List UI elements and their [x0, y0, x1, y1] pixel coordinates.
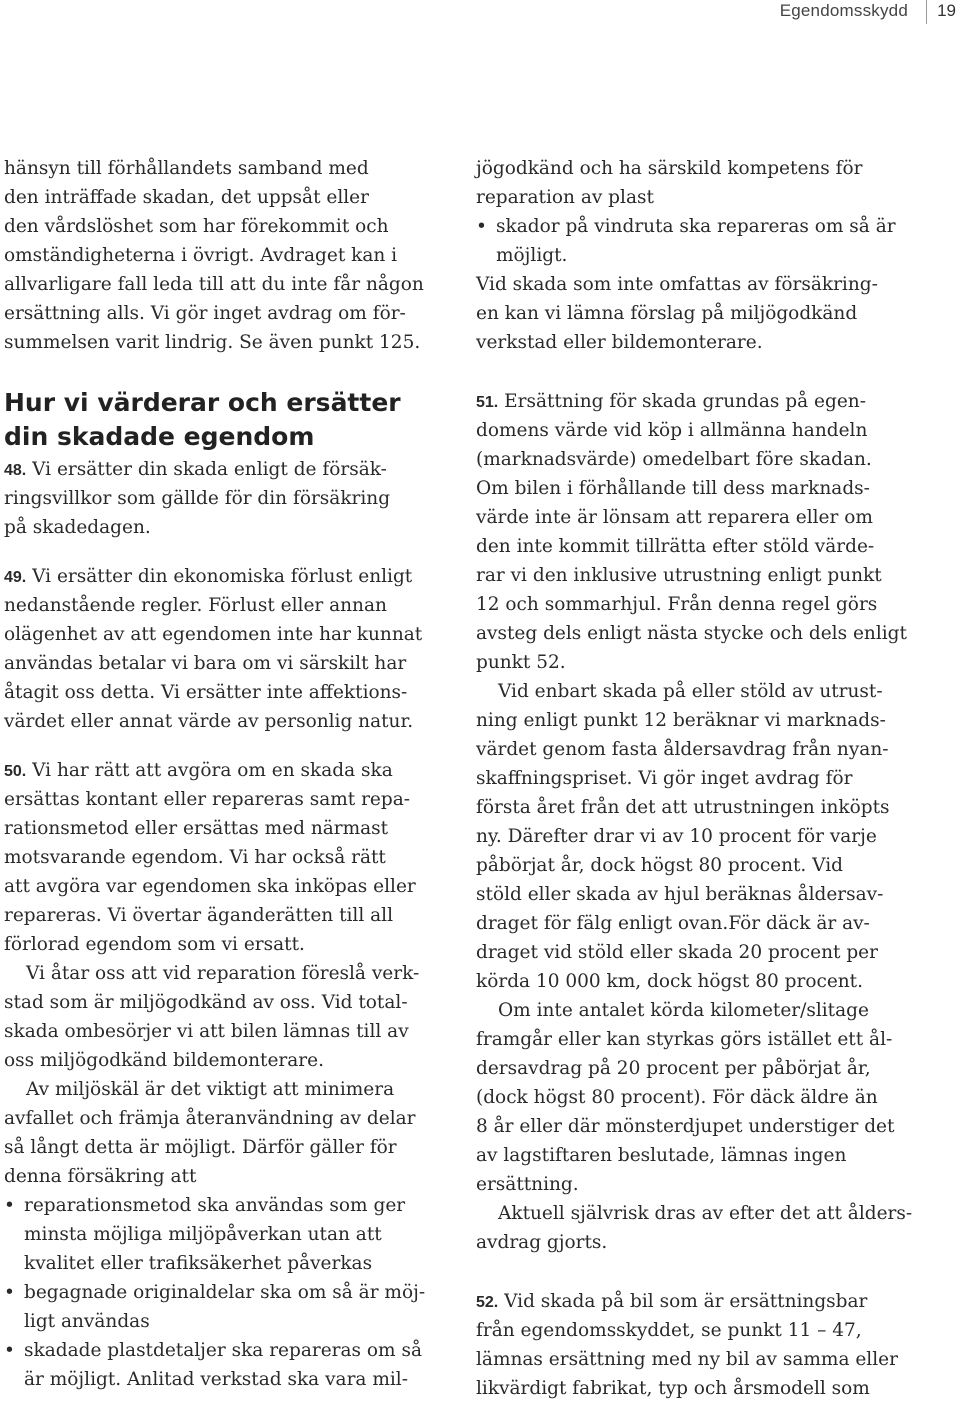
left-column — [4, 154, 444, 1394]
body-line: nedanstående regler. Förlust eller annan — [4, 595, 387, 616]
spacer — [4, 736, 444, 756]
paragraph-51-first-line — [476, 387, 926, 416]
body-line: Vi åtar oss att vid reparation föreslå verk- — [26, 963, 420, 984]
bullet-item: • skador på vindruta ska repareras om så är — [476, 212, 926, 241]
paragraph-50-first-line — [4, 756, 444, 785]
bullet-continuation: är möjligt. Anlitad verkstad ska vara mil- — [24, 1369, 408, 1390]
body-line: första året från det att utrustningen inköpts — [476, 797, 890, 818]
header-divider — [926, 0, 927, 24]
bullet-continuation: ligt användas — [24, 1311, 150, 1332]
body-line: stöld eller skada av hjul beräknas åldersav- — [476, 884, 884, 905]
body-line: verkstad eller bildemonterare. — [476, 332, 763, 353]
page-number: 19 — [937, 1, 956, 20]
body-line: (marknadsvärde) omedelbart före skadan. — [476, 449, 872, 470]
paragraph-number: 48. — [4, 462, 27, 479]
body-line: värdet genom fasta åldersavdrag från nyan- — [476, 739, 889, 760]
body-line: värde inte är lönsam att reparera eller om — [476, 507, 873, 528]
body-line: ersättning alls. Vi gör inget avdrag om för- — [4, 303, 406, 324]
bullet-continuation: kvalitet eller trafiksäkerhet påverkas — [24, 1253, 373, 1274]
body-line: omständigheterna i övrigt. Avdraget kan i — [4, 245, 398, 266]
body-line: en kan vi lämna förslag på miljögodkänd — [476, 303, 858, 324]
paragraph-number: 51. — [476, 394, 499, 411]
body-line: oss miljögodkänd bildemonterare. — [4, 1050, 324, 1071]
bullet-item: • skadade plastdetaljer ska repareras om så — [4, 1336, 444, 1365]
page-header — [0, 0, 960, 30]
body-line: Av miljöskäl är det viktigt att minimera — [26, 1079, 395, 1100]
body-line: (dock högst 80 procent). För däck äldre än — [476, 1087, 878, 1108]
paragraph-text: Vi har rätt att avgöra om en skada ska — [26, 760, 393, 781]
body-line: allvarligare fall leda till att du inte får någon — [4, 274, 424, 295]
body-line: domens värde vid köp i allmänna handeln — [476, 420, 868, 441]
body-line: jögodkänd och ha särskild kompetens för — [476, 158, 863, 179]
body-line: punkt 52. — [476, 652, 566, 673]
paragraph-text: Vi ersätter din skada enligt de försäk- — [26, 459, 387, 480]
body-line: åtagit oss detta. Vi ersätter inte affektions- — [4, 682, 408, 703]
spacer — [4, 357, 444, 387]
bullet-continuation: minsta möjliga miljöpåverkan utan att — [24, 1224, 382, 1245]
body-line: ny. Därefter drar vi av 10 procent för varje — [476, 826, 877, 847]
body-line: Vid skada som inte omfattas av försäkring- — [476, 274, 878, 295]
body-line: ning enligt punkt 12 beräknar vi marknads- — [476, 710, 886, 731]
body-line: lämnas ersättning med ny bil av samma eller — [476, 1349, 898, 1370]
bullet-item: • reparationsmetod ska användas som ger — [4, 1191, 444, 1220]
body-line: körda 10 000 km, dock högst 80 procent. — [476, 971, 863, 992]
paragraph-49-first-line — [4, 562, 444, 591]
right-column — [476, 154, 926, 1403]
bullet-item: • begagnade originaldelar ska om så är möj- — [4, 1278, 444, 1307]
body-line: Om inte antalet körda kilometer/slitage — [498, 1000, 869, 1021]
paragraph-number: 52. — [476, 1294, 499, 1311]
body-line: den vårdslöshet som har förekommit och — [4, 216, 389, 237]
paragraph-number: 49. — [4, 569, 27, 586]
body-line: repareras. Vi övertar äganderätten till all — [4, 905, 394, 926]
paragraph-48-first-line — [4, 455, 444, 484]
paragraph-text: Vid skada på bil som är ersättningsbar — [498, 1291, 868, 1312]
body-line: summelsen varit lindrig. Se även punkt 125. — [4, 332, 421, 353]
body-line: ringsvillkor som gällde för din försäkring — [4, 488, 391, 509]
body-line: draget för fälg enligt ovan.För däck är av- — [476, 913, 870, 934]
body-line: 12 och sommarhjul. Från denna regel görs — [476, 594, 878, 615]
paragraph-text: Vi ersätter din ekonomiska förlust enligt — [26, 566, 413, 587]
body-line: av lagstiftaren beslutade, lämnas ingen — [476, 1145, 847, 1166]
body-line: ersättas kontant eller repareras samt repa- — [4, 789, 410, 810]
body-line: draget vid stöld eller skada 20 procent per — [476, 942, 878, 963]
body-line: reparation av plast — [476, 187, 654, 208]
body-line: användas betalar vi bara om vi särskilt har — [4, 653, 407, 674]
body-line: ersättning. — [476, 1174, 579, 1195]
body-line: olägenhet av att egendomen inte har kunnat — [4, 624, 423, 645]
body-line: skada ombesörjer vi att bilen lämnas till av — [4, 1021, 409, 1042]
body-line: stad som är miljögodkänd av oss. Vid total- — [4, 992, 408, 1013]
body-line: förlorad egendom som vi ersatt. — [4, 934, 305, 955]
spacer — [476, 357, 926, 387]
spacer — [476, 1257, 926, 1287]
paragraph-number: 50. — [4, 763, 27, 780]
body-line: motsvarande egendom. Vi har också rätt — [4, 847, 386, 868]
body-line: avsteg dels enligt nästa stycke och dels enligt — [476, 623, 907, 644]
body-line: 8 år eller där mönsterdjupet understiger det — [476, 1116, 895, 1137]
body-line: Om bilen i förhållande till dess marknads- — [476, 478, 870, 499]
bullet-continuation: möjligt. — [496, 245, 568, 266]
body-line: denna försäkring att — [4, 1166, 197, 1187]
body-line: dersavdrag på 20 procent per påbörjat år, — [476, 1058, 871, 1079]
paragraph-text: Ersättning för skada grundas på egen- — [498, 391, 866, 412]
body-line: framgår eller kan styrkas görs istället ett ål- — [476, 1029, 893, 1050]
section-heading: din skadade egendom — [4, 422, 315, 451]
section-title: Egendomsskydd — [779, 1, 908, 20]
body-line: påbörjat år, dock högst 80 procent. Vid — [476, 855, 843, 876]
body-line: på skadedagen. — [4, 517, 151, 538]
body-line: avfallet och främja återanvändning av delar — [4, 1108, 416, 1129]
body-line: hänsyn till förhållandets samband med — [4, 158, 369, 179]
body-line: från egendomsskyddet, se punkt 11 – 47, — [476, 1320, 862, 1341]
body-line: så långt detta är möjligt. Därför gäller för — [4, 1137, 397, 1158]
body-line: den inträffade skadan, det uppsåt eller — [4, 187, 369, 208]
body-line: den inte kommit tillrätta efter stöld värde- — [476, 536, 875, 557]
body-line: avdrag gjorts. — [476, 1232, 608, 1253]
body-line: skaffningspriset. Vi gör inget avdrag för — [476, 768, 853, 789]
body-line: Aktuell självrisk dras av efter det att ålders- — [498, 1203, 913, 1224]
body-line: att avgöra var egendomen ska inköpas eller — [4, 876, 416, 897]
body-line: likvärdigt fabrikat, typ och årsmodell som — [476, 1378, 870, 1399]
section-heading: Hur vi värderar och ersätter — [4, 388, 401, 417]
spacer — [4, 542, 444, 562]
body-line: Vid enbart skada på eller stöld av utrust- — [498, 681, 883, 702]
body-line: rationsmetod eller ersättas med närmast — [4, 818, 389, 839]
paragraph-52-first-line — [476, 1287, 926, 1316]
body-line: värdet eller annat värde av personlig natur. — [4, 711, 414, 732]
body-line: rar vi den inklusive utrustning enligt punkt — [476, 565, 882, 586]
